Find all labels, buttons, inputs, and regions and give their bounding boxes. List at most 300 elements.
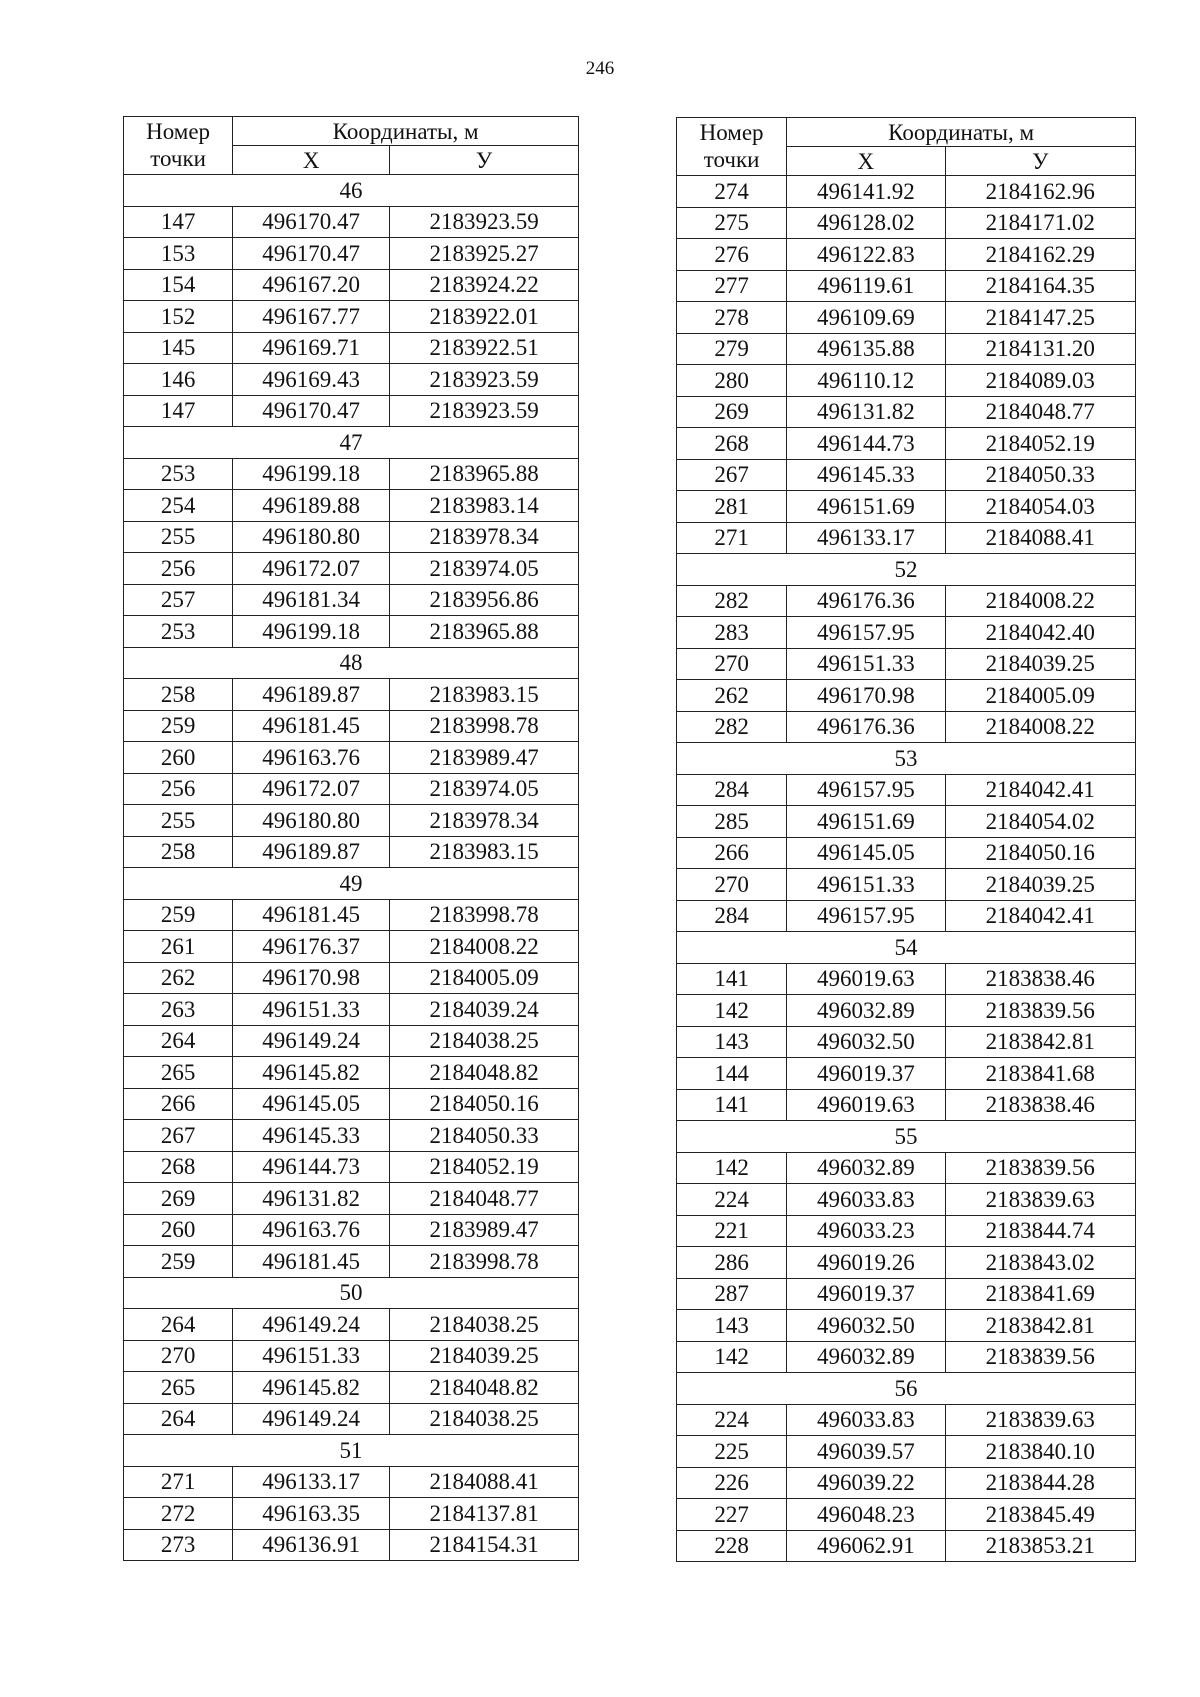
y-coordinate-cell: 2184147.25 [945, 302, 1136, 334]
y-coordinate-cell: 2183965.88 [390, 616, 579, 648]
table-row [124, 584, 579, 616]
point-number-cell: 228 [677, 1530, 787, 1562]
x-coordinate-cell: 496110.12 [787, 365, 945, 397]
table-row [124, 931, 579, 963]
point-number-cell: 271 [677, 522, 787, 554]
y-coordinate-cell: 2183983.15 [390, 836, 579, 868]
point-number-cell: 287 [677, 1278, 787, 1310]
table-row [124, 521, 579, 553]
point-number-cell: 282 [677, 711, 787, 743]
x-coordinate-cell: 496032.89 [787, 1152, 945, 1184]
section-number: 51 [124, 1435, 579, 1467]
section-number: 52 [677, 554, 1136, 586]
y-coordinate-cell: 2183840.10 [945, 1436, 1136, 1468]
section-number: 48 [124, 647, 579, 679]
point-number-cell: 143 [677, 1026, 787, 1058]
x-coordinate-cell: 496033.83 [787, 1404, 945, 1436]
point-number-cell: 225 [677, 1436, 787, 1468]
table-row [124, 490, 579, 522]
point-number-cell: 265 [124, 1057, 233, 1089]
table-row [677, 774, 1136, 806]
y-coordinate-cell: 2183839.56 [945, 1341, 1136, 1373]
point-number-cell: 268 [124, 1151, 233, 1183]
table-row [677, 1404, 1136, 1436]
y-coordinate-cell: 2184039.25 [390, 1340, 579, 1372]
table-row [677, 428, 1136, 460]
table-body [677, 176, 1136, 1562]
point-number-cell: 274 [677, 176, 787, 208]
table-row [124, 616, 579, 648]
y-coordinate-cell: 2183841.69 [945, 1278, 1136, 1310]
table-row [677, 239, 1136, 271]
table-row [677, 1310, 1136, 1342]
y-coordinate-cell: 2183922.01 [390, 301, 579, 333]
point-number-cell: 147 [124, 206, 233, 238]
x-coordinate-cell: 496170.98 [787, 680, 945, 712]
table-row [124, 1340, 579, 1372]
x-coordinate-cell: 496151.69 [787, 806, 945, 838]
y-coordinate-cell: 2183839.63 [945, 1184, 1136, 1216]
table-row [677, 1089, 1136, 1121]
point-number-cell: 258 [124, 836, 233, 868]
table-row [124, 458, 579, 490]
section-row [124, 868, 579, 900]
table-row [677, 1152, 1136, 1184]
point-number-cell: 253 [124, 458, 233, 490]
header-coordinates: Координаты, м [787, 118, 1136, 147]
y-coordinate-cell: 2183839.56 [945, 1152, 1136, 1184]
y-coordinate-cell: 2183983.14 [390, 490, 579, 522]
y-coordinate-cell: 2183998.78 [390, 899, 579, 931]
y-coordinate-cell: 2183989.47 [390, 742, 579, 774]
y-coordinate-cell: 2184038.25 [390, 1403, 579, 1435]
table-row [677, 1026, 1136, 1058]
x-coordinate-cell: 496157.95 [787, 900, 945, 932]
point-number-cell: 227 [677, 1499, 787, 1531]
point-number-cell: 253 [124, 616, 233, 648]
y-coordinate-cell: 2183838.46 [945, 1089, 1136, 1121]
table-row [124, 1372, 579, 1404]
y-coordinate-cell: 2183843.02 [945, 1247, 1136, 1279]
y-coordinate-cell: 2184038.25 [390, 1025, 579, 1057]
x-coordinate-cell: 496199.18 [233, 458, 390, 490]
y-coordinate-cell: 2184005.09 [390, 962, 579, 994]
y-coordinate-cell: 2183839.63 [945, 1404, 1136, 1436]
y-coordinate-cell: 2184042.41 [945, 900, 1136, 932]
table-row [677, 837, 1136, 869]
point-number-cell: 259 [124, 710, 233, 742]
table-row [124, 395, 579, 427]
table-row [677, 963, 1136, 995]
point-number-cell: 268 [677, 428, 787, 460]
table-row [677, 1058, 1136, 1090]
x-coordinate-cell: 496048.23 [787, 1499, 945, 1531]
point-number-cell: 141 [677, 1089, 787, 1121]
y-coordinate-cell: 2183844.74 [945, 1215, 1136, 1247]
x-coordinate-cell: 496131.82 [787, 396, 945, 428]
x-coordinate-cell: 496176.37 [233, 931, 390, 963]
header-point-number: Номер точки [124, 117, 233, 175]
y-coordinate-cell: 2183838.46 [945, 963, 1136, 995]
y-coordinate-cell: 2184042.40 [945, 617, 1136, 649]
x-coordinate-cell: 496019.63 [787, 963, 945, 995]
table-row [677, 1247, 1136, 1279]
y-coordinate-cell: 2184039.25 [945, 648, 1136, 680]
y-coordinate-cell: 2183923.59 [390, 206, 579, 238]
point-number-cell: 285 [677, 806, 787, 838]
x-coordinate-cell: 496145.82 [233, 1057, 390, 1089]
table-body [124, 175, 579, 1561]
table-row [124, 1214, 579, 1246]
section-number: 50 [124, 1277, 579, 1309]
y-coordinate-cell: 2184089.03 [945, 365, 1136, 397]
point-number-cell: 262 [124, 962, 233, 994]
point-number-cell: 260 [124, 742, 233, 774]
table-row [124, 1183, 579, 1215]
y-coordinate-cell: 2183983.15 [390, 679, 579, 711]
table-row [124, 1151, 579, 1183]
y-coordinate-cell: 2183956.86 [390, 584, 579, 616]
point-number-cell: 224 [677, 1184, 787, 1216]
y-coordinate-cell: 2184008.22 [390, 931, 579, 963]
x-coordinate-cell: 496176.36 [787, 711, 945, 743]
point-number-cell: 286 [677, 1247, 787, 1279]
y-coordinate-cell: 2183841.68 [945, 1058, 1136, 1090]
table-row [124, 269, 579, 301]
point-number-cell: 279 [677, 333, 787, 365]
x-coordinate-cell: 496181.45 [233, 899, 390, 931]
x-coordinate-cell: 496170.47 [233, 395, 390, 427]
table-row [124, 1088, 579, 1120]
table-row [124, 364, 579, 396]
x-coordinate-cell: 496189.88 [233, 490, 390, 522]
table-row [677, 176, 1136, 208]
x-coordinate-cell: 496032.50 [787, 1310, 945, 1342]
y-coordinate-cell: 2184131.20 [945, 333, 1136, 365]
point-number-cell: 142 [677, 995, 787, 1027]
table-row [677, 585, 1136, 617]
point-number-cell: 226 [677, 1467, 787, 1499]
x-coordinate-cell: 496145.05 [787, 837, 945, 869]
point-number-cell: 255 [124, 805, 233, 837]
point-number-cell: 153 [124, 238, 233, 270]
table-row [677, 333, 1136, 365]
table-row [124, 1309, 579, 1341]
y-coordinate-cell: 2184005.09 [945, 680, 1136, 712]
x-coordinate-cell: 496033.83 [787, 1184, 945, 1216]
x-coordinate-cell: 496019.37 [787, 1058, 945, 1090]
table-row [124, 206, 579, 238]
table-row [677, 270, 1136, 302]
y-coordinate-cell: 2183839.56 [945, 995, 1136, 1027]
table-row [124, 679, 579, 711]
x-coordinate-cell: 496032.89 [787, 995, 945, 1027]
x-coordinate-cell: 496145.33 [787, 459, 945, 491]
y-coordinate-cell: 2184042.41 [945, 774, 1136, 806]
table-row [677, 900, 1136, 932]
point-number-cell: 147 [124, 395, 233, 427]
x-coordinate-cell: 496019.63 [787, 1089, 945, 1121]
y-coordinate-cell: 2183845.49 [945, 1499, 1136, 1531]
x-coordinate-cell: 496167.20 [233, 269, 390, 301]
table-row [124, 1529, 579, 1561]
point-number-cell: 263 [124, 994, 233, 1026]
x-coordinate-cell: 496170.98 [233, 962, 390, 994]
table-row [124, 836, 579, 868]
y-coordinate-cell: 2184052.19 [390, 1151, 579, 1183]
point-number-cell: 276 [677, 239, 787, 271]
header-y: У [945, 147, 1136, 176]
x-coordinate-cell: 496032.89 [787, 1341, 945, 1373]
point-number-cell: 271 [124, 1466, 233, 1498]
table-row [124, 994, 579, 1026]
y-coordinate-cell: 2184008.22 [945, 585, 1136, 617]
table-row [677, 1341, 1136, 1373]
table-row [124, 742, 579, 774]
y-coordinate-cell: 2183842.81 [945, 1026, 1136, 1058]
x-coordinate-cell: 496144.73 [787, 428, 945, 460]
point-number-cell: 278 [677, 302, 787, 334]
section-row [124, 427, 579, 459]
point-number-cell: 273 [124, 1529, 233, 1561]
point-number-cell: 257 [124, 584, 233, 616]
table-row [677, 995, 1136, 1027]
table-row [124, 962, 579, 994]
point-number-cell: 256 [124, 773, 233, 805]
x-coordinate-cell: 496181.45 [233, 710, 390, 742]
y-coordinate-cell: 2183965.88 [390, 458, 579, 490]
section-number: 46 [124, 175, 579, 207]
x-coordinate-cell: 496119.61 [787, 270, 945, 302]
x-coordinate-cell: 496169.43 [233, 364, 390, 396]
table-row [124, 1403, 579, 1435]
header-y: У [390, 146, 579, 175]
y-coordinate-cell: 2184048.77 [390, 1183, 579, 1215]
x-coordinate-cell: 496169.71 [233, 332, 390, 364]
x-coordinate-cell: 496151.69 [787, 491, 945, 523]
x-coordinate-cell: 496131.82 [233, 1183, 390, 1215]
header-point-number: Номер точки [677, 118, 787, 176]
y-coordinate-cell: 2183925.27 [390, 238, 579, 270]
x-coordinate-cell: 496157.95 [787, 774, 945, 806]
x-coordinate-cell: 496157.95 [787, 617, 945, 649]
y-coordinate-cell: 2184038.25 [390, 1309, 579, 1341]
x-coordinate-cell: 496062.91 [787, 1530, 945, 1562]
x-coordinate-cell: 496151.33 [787, 869, 945, 901]
table-row [124, 1120, 579, 1152]
x-coordinate-cell: 496189.87 [233, 679, 390, 711]
point-number-cell: 254 [124, 490, 233, 522]
section-number: 56 [677, 1373, 1136, 1405]
table-row [124, 710, 579, 742]
section-row [124, 175, 579, 207]
point-number-cell: 281 [677, 491, 787, 523]
table-row [677, 1215, 1136, 1247]
y-coordinate-cell: 2184162.29 [945, 239, 1136, 271]
table-row [677, 1278, 1136, 1310]
x-coordinate-cell: 496032.50 [787, 1026, 945, 1058]
point-number-cell: 270 [677, 648, 787, 680]
point-number-cell: 283 [677, 617, 787, 649]
table-row [677, 1184, 1136, 1216]
point-number-cell: 258 [124, 679, 233, 711]
header-x: Х [787, 147, 945, 176]
x-coordinate-cell: 496039.57 [787, 1436, 945, 1468]
point-number-cell: 259 [124, 899, 233, 931]
y-coordinate-cell: 2183974.05 [390, 773, 579, 805]
point-number-cell: 266 [124, 1088, 233, 1120]
table-row [677, 522, 1136, 554]
point-number-cell: 267 [677, 459, 787, 491]
coordinates-table-right [676, 117, 1136, 1562]
y-coordinate-cell: 2183842.81 [945, 1310, 1136, 1342]
table-row [677, 711, 1136, 743]
header-x: Х [233, 146, 390, 175]
y-coordinate-cell: 2184008.22 [945, 711, 1136, 743]
point-number-cell: 260 [124, 1214, 233, 1246]
point-number-cell: 282 [677, 585, 787, 617]
section-row [677, 932, 1136, 964]
point-number-cell: 259 [124, 1246, 233, 1278]
x-coordinate-cell: 496133.17 [233, 1466, 390, 1498]
table-row [124, 1498, 579, 1530]
y-coordinate-cell: 2184050.33 [945, 459, 1136, 491]
point-number-cell: 265 [124, 1372, 233, 1404]
x-coordinate-cell: 496019.26 [787, 1247, 945, 1279]
table-row [677, 680, 1136, 712]
table-row [677, 869, 1136, 901]
x-coordinate-cell: 496151.33 [787, 648, 945, 680]
x-coordinate-cell: 496172.07 [233, 773, 390, 805]
y-coordinate-cell: 2183998.78 [390, 1246, 579, 1278]
x-coordinate-cell: 496145.05 [233, 1088, 390, 1120]
point-number-cell: 145 [124, 332, 233, 364]
point-number-cell: 152 [124, 301, 233, 333]
x-coordinate-cell: 496180.80 [233, 805, 390, 837]
x-coordinate-cell: 496128.02 [787, 207, 945, 239]
point-number-cell: 266 [677, 837, 787, 869]
x-coordinate-cell: 496170.47 [233, 238, 390, 270]
x-coordinate-cell: 496019.37 [787, 1278, 945, 1310]
table-row [677, 302, 1136, 334]
section-number: 55 [677, 1121, 1136, 1153]
y-coordinate-cell: 2183923.59 [390, 364, 579, 396]
y-coordinate-cell: 2183844.28 [945, 1467, 1136, 1499]
y-coordinate-cell: 2184039.25 [945, 869, 1136, 901]
page-number: 246 [585, 58, 615, 79]
x-coordinate-cell: 496163.76 [233, 742, 390, 774]
table-row [677, 1499, 1136, 1531]
point-number-cell: 272 [124, 1498, 233, 1530]
table-row [124, 1246, 579, 1278]
point-number-cell: 141 [677, 963, 787, 995]
table-row [677, 1467, 1136, 1499]
x-coordinate-cell: 496163.76 [233, 1214, 390, 1246]
y-coordinate-cell: 2184054.03 [945, 491, 1136, 523]
point-number-cell: 284 [677, 774, 787, 806]
y-coordinate-cell: 2183974.05 [390, 553, 579, 585]
y-coordinate-cell: 2184154.31 [390, 1529, 579, 1561]
y-coordinate-cell: 2184088.41 [945, 522, 1136, 554]
point-number-cell: 142 [677, 1341, 787, 1373]
x-coordinate-cell: 496149.24 [233, 1025, 390, 1057]
point-number-cell: 255 [124, 521, 233, 553]
table-row [677, 365, 1136, 397]
y-coordinate-cell: 2183978.34 [390, 521, 579, 553]
table-row [677, 396, 1136, 428]
point-number-cell: 264 [124, 1309, 233, 1341]
table-row [124, 805, 579, 837]
x-coordinate-cell: 496145.33 [233, 1120, 390, 1152]
y-coordinate-cell: 2184164.35 [945, 270, 1136, 302]
x-coordinate-cell: 496149.24 [233, 1309, 390, 1341]
section-row [677, 1373, 1136, 1405]
y-coordinate-cell: 2184048.82 [390, 1372, 579, 1404]
point-number-cell: 221 [677, 1215, 787, 1247]
section-row [677, 1121, 1136, 1153]
x-coordinate-cell: 496135.88 [787, 333, 945, 365]
x-coordinate-cell: 496172.07 [233, 553, 390, 585]
table-row [677, 1436, 1136, 1468]
y-coordinate-cell: 2184162.96 [945, 176, 1136, 208]
y-coordinate-cell: 2184050.33 [390, 1120, 579, 1152]
point-number-cell: 270 [124, 1340, 233, 1372]
point-number-cell: 154 [124, 269, 233, 301]
x-coordinate-cell: 496181.45 [233, 1246, 390, 1278]
point-number-cell: 270 [677, 869, 787, 901]
section-number: 53 [677, 743, 1136, 775]
y-coordinate-cell: 2183998.78 [390, 710, 579, 742]
x-coordinate-cell: 496170.47 [233, 206, 390, 238]
table-row [124, 553, 579, 585]
section-number: 49 [124, 868, 579, 900]
y-coordinate-cell: 2184048.82 [390, 1057, 579, 1089]
x-coordinate-cell: 496151.33 [233, 1340, 390, 1372]
y-coordinate-cell: 2184050.16 [390, 1088, 579, 1120]
point-number-cell: 269 [677, 396, 787, 428]
table-row [124, 301, 579, 333]
section-row [677, 743, 1136, 775]
y-coordinate-cell: 2183922.51 [390, 332, 579, 364]
table-row [124, 238, 579, 270]
point-number-cell: 267 [124, 1120, 233, 1152]
table-row [124, 332, 579, 364]
y-coordinate-cell: 2183924.22 [390, 269, 579, 301]
point-number-cell: 269 [124, 1183, 233, 1215]
x-coordinate-cell: 496199.18 [233, 616, 390, 648]
x-coordinate-cell: 496141.92 [787, 176, 945, 208]
x-coordinate-cell: 496136.91 [233, 1529, 390, 1561]
section-number: 47 [124, 427, 579, 459]
x-coordinate-cell: 496149.24 [233, 1403, 390, 1435]
table-row [677, 617, 1136, 649]
y-coordinate-cell: 2184088.41 [390, 1466, 579, 1498]
point-number-cell: 261 [124, 931, 233, 963]
x-coordinate-cell: 496151.33 [233, 994, 390, 1026]
table-row [677, 459, 1136, 491]
coordinates-table-left [123, 116, 579, 1561]
x-coordinate-cell: 496180.80 [233, 521, 390, 553]
point-number-cell: 264 [124, 1025, 233, 1057]
table-row [677, 1530, 1136, 1562]
section-row [124, 1277, 579, 1309]
y-coordinate-cell: 2184039.24 [390, 994, 579, 1026]
section-row [677, 554, 1136, 586]
point-number-cell: 280 [677, 365, 787, 397]
table-row [677, 491, 1136, 523]
x-coordinate-cell: 496133.17 [787, 522, 945, 554]
x-coordinate-cell: 496122.83 [787, 239, 945, 271]
